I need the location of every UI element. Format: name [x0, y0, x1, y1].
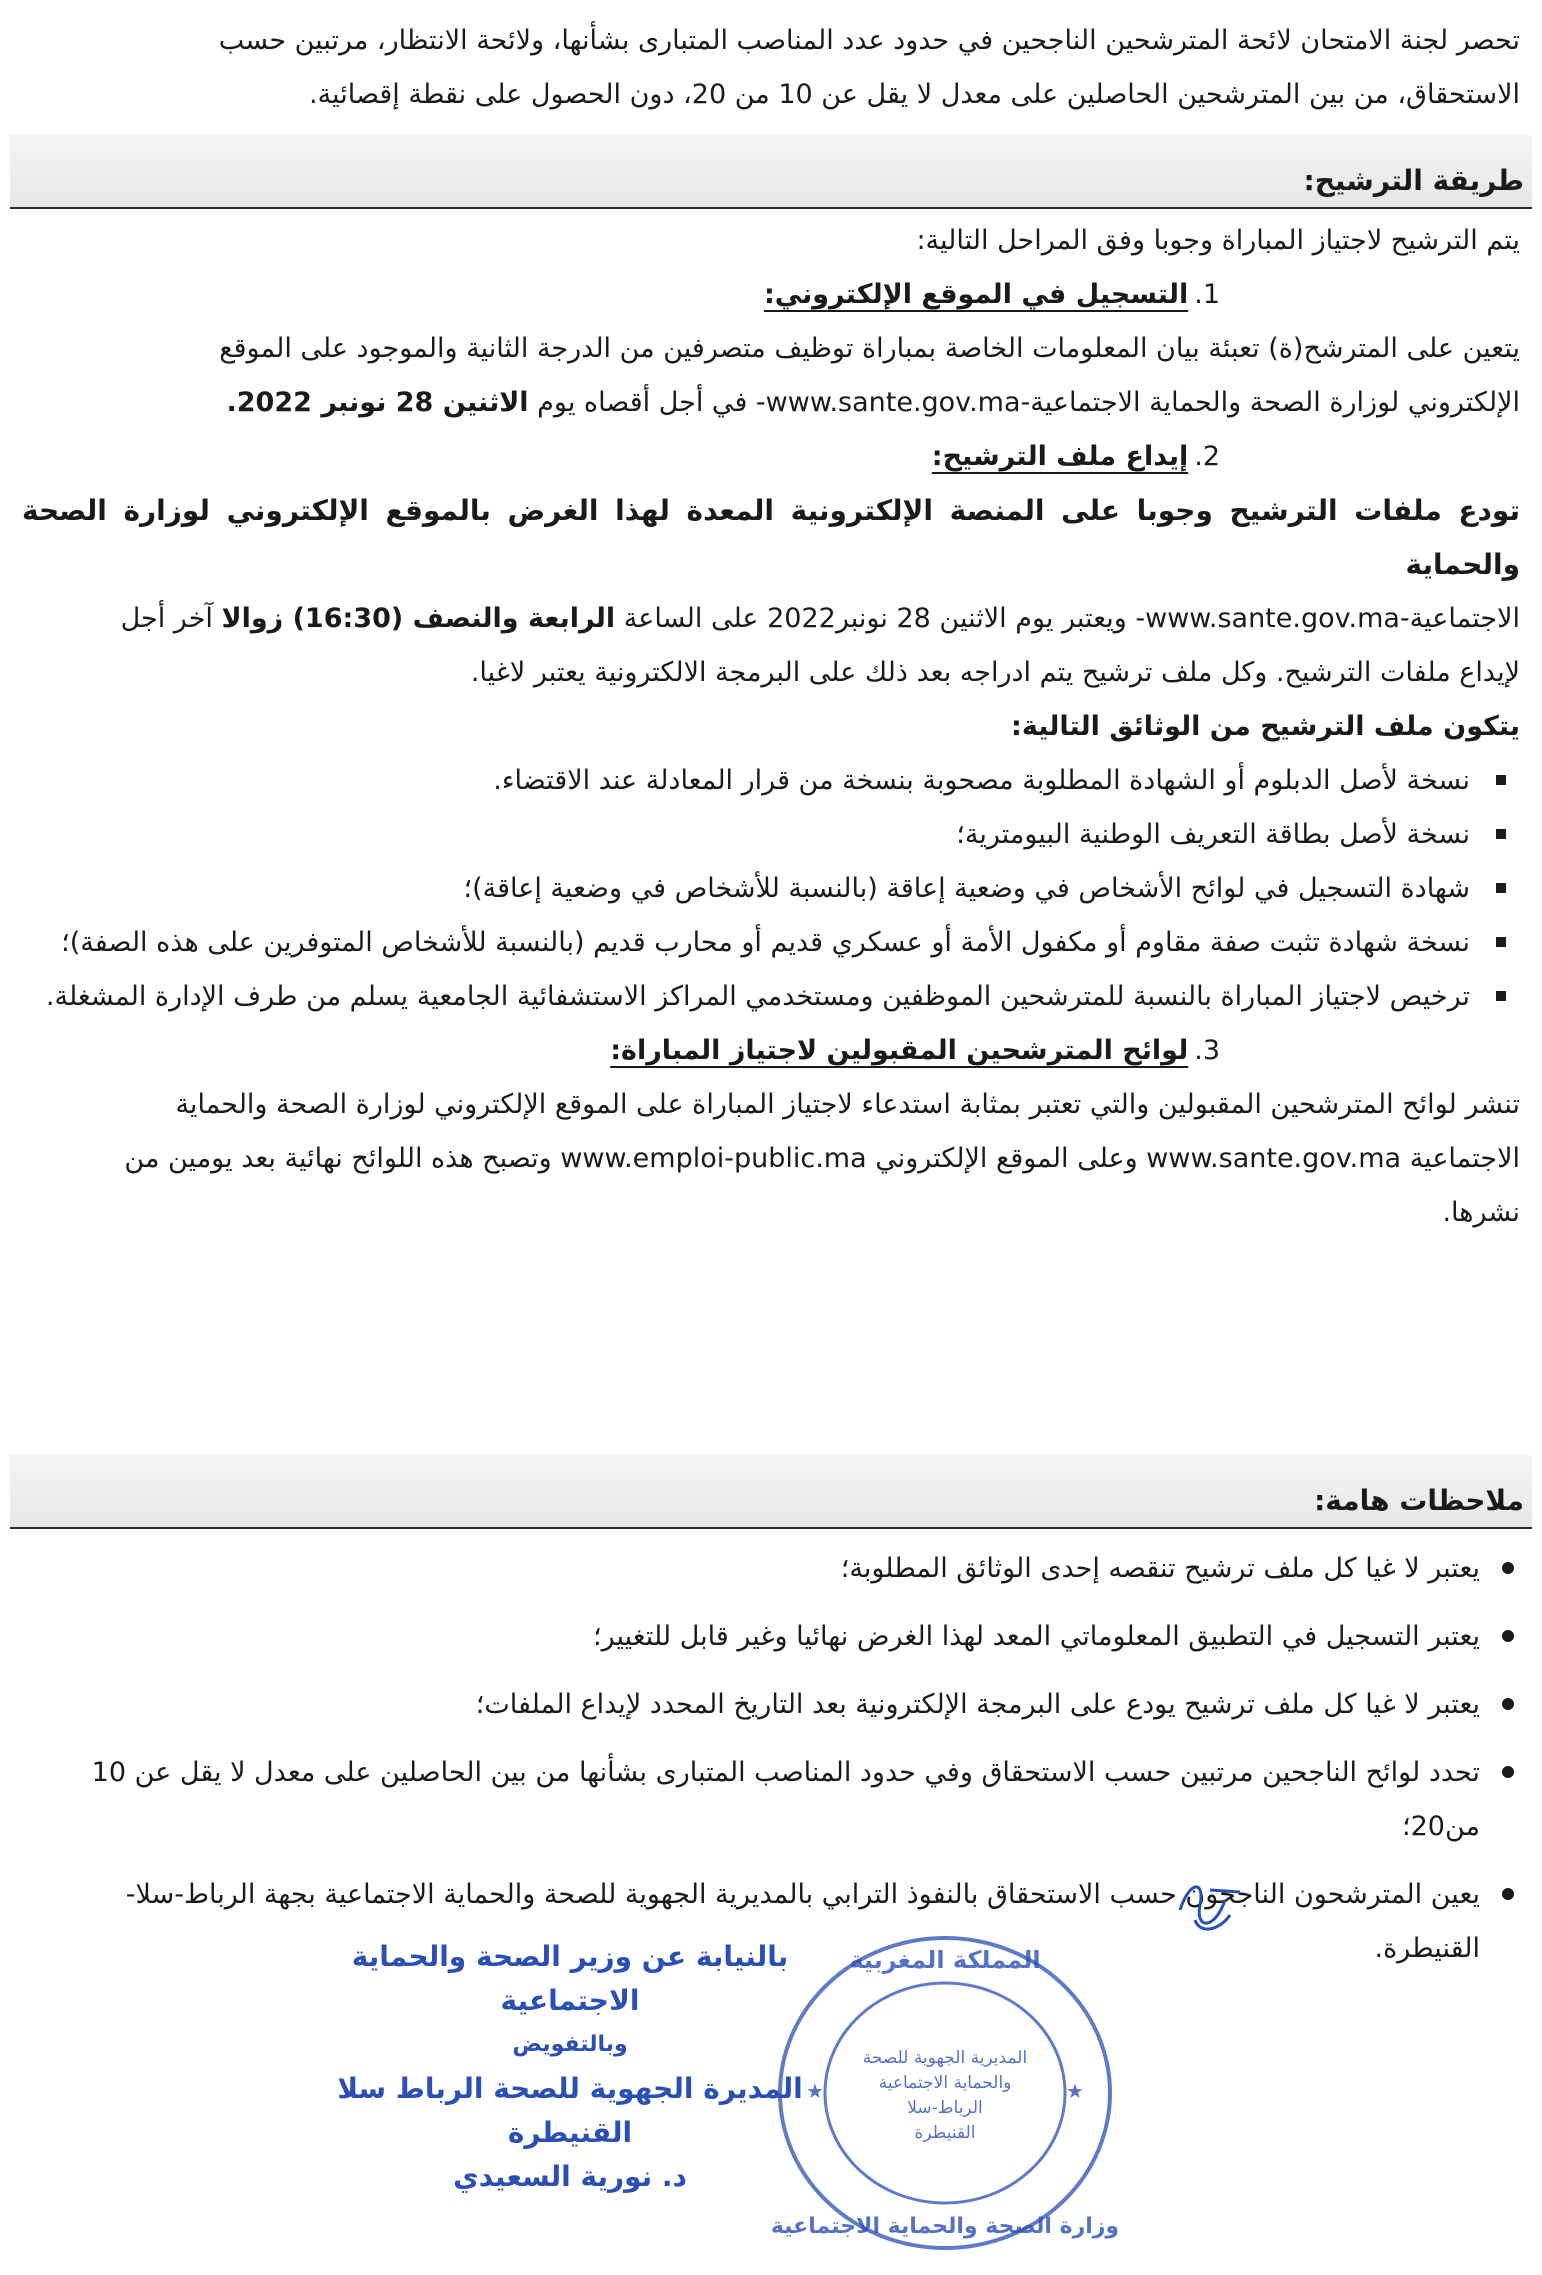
intro-line-1: تحصر لجنة الامتحان لائحة المترشحين الناجحين في حدود عدد المناصب المتبارى بشأنها، ولائحة الانتظار، مرتبين حسب	[218, 25, 1520, 56]
step-2-text-c: آخر أجل	[120, 603, 213, 634]
step-1-number: 1.	[1194, 279, 1220, 310]
svg-text:القنيطرة: القنيطرة	[914, 2123, 976, 2143]
note-item: تحدد لوائح الناجحين مرتبين حسب الاستحقاق وفي حدود المناصب المتبارى بشأنها من بين الحاصلين على معدل لا يقل عن 10 من20؛	[22, 1746, 1520, 1854]
signature-line-4: د. نورية السعيدي	[453, 2160, 687, 2193]
signature-line-2: وبالتفويض	[512, 2032, 628, 2057]
svg-text:وزارة الصحة والحماية الاجتماعي: وزارة الصحة والحماية الاجتماعية	[770, 2214, 1120, 2239]
svg-text:الرباط-سلا: الرباط-سلا	[907, 2098, 983, 2118]
official-stamp-icon	[770, 1928, 1120, 2258]
step-1-heading	[22, 268, 1520, 322]
step-3-text-b: الاجتماعية www.sante.gov.ma وعلى الموقع الإلكتروني www.emploi-public.ma وتصبح هذه اللوائح نهائية بعد يومين من	[124, 1143, 1520, 1174]
step-1-title: التسجيل في الموقع الإلكتروني:	[763, 279, 1189, 310]
notes-heading: ملاحظات هامة:	[1314, 1484, 1524, 1517]
svg-text:المديرية الجهوية للصحة: المديرية الجهوية للصحة	[862, 2048, 1028, 2068]
document-item: شهادة التسجيل في لوائح الأشخاص في وضعية إعاقة (بالنسبة للأشخاص في وضعية إعاقة)؛	[22, 862, 1520, 916]
step-2-text-b: الاجتماعية-www.sante.gov.ma- ويعتبر يوم الاثنين 28 نونبر2022 على الساعة	[623, 603, 1520, 634]
step-3-heading	[22, 1024, 1520, 1078]
note-item: يعتبر التسجيل في التطبيق المعلوماتي المعد لهذا الغرض نهائيا وغير قابل للتغيير؛	[22, 1610, 1520, 1664]
step-3-title: لوائح المترشحين المقبولين لاجتياز المباراة:	[610, 1035, 1189, 1066]
note-item: يعين المترشحون الناجحون حسب الاستحقاق بالنفوذ الترابي بالمديرية الجهوية للصحة والحماية الاجتماعية بجهة الرباط-سلا-القنيطرة.	[22, 1868, 1520, 1976]
step-2-heading	[22, 430, 1520, 484]
notes-list	[22, 1542, 1520, 1976]
document-item: نسخة لأصل بطاقة التعريف الوطنية البيومترية؛	[22, 808, 1520, 862]
step-2-title: إيداع ملف الترشيح:	[931, 441, 1189, 472]
documents-list	[22, 754, 1520, 1024]
document-item: نسخة شهادة تثبت صفة مقاوم أو مكفول الأمة أو عسكري قديم أو محارب قديم (بالنسبة للأشخاص المتوفرين على هذه الصفة)؛	[22, 916, 1520, 970]
initials-signature-icon	[1170, 1870, 1250, 1940]
step-2-number: 2.	[1194, 441, 1220, 472]
step-1-text-b-line	[22, 376, 1520, 430]
method-body	[22, 214, 1520, 1240]
step-2-text-a: تودع ملفات الترشيح وجوبا على المنصة الإلكترونية المعدة لهذا الغرض بالموقع الإلكتروني لوزارة الصحة والحماية	[22, 494, 1520, 581]
intro-paragraph	[22, 14, 1520, 122]
step-3-number: 3.	[1194, 1035, 1220, 1066]
signature-block	[300, 1935, 840, 2199]
docs-heading: يتكون ملف الترشيح من الوثائق التالية:	[1011, 711, 1520, 742]
note-item: يعتبر لا غيا كل ملف ترشيح يودع على البرمجة الإلكترونية بعد التاريخ المحدد لإيداع الملفات؛	[22, 1678, 1520, 1732]
notes-body	[22, 1542, 1520, 1990]
method-heading: طريقة الترشيح:	[1303, 164, 1524, 197]
svg-text:والحماية الاجتماعية: والحماية الاجتماعية	[878, 2073, 1012, 2093]
signature-line-3: المديرة الجهوية للصحة الرباط سلا القنيطرة	[337, 2072, 803, 2149]
document-item: نسخة لأصل الدبلوم أو الشهادة المطلوبة مصحوبة بنسخة من قرار المعادلة عند الاقتضاء.	[22, 754, 1520, 808]
step-3-text-a: تنشر لوائح المترشحين المقبولين والتي تعتبر بمثابة استدعاء لاجتياز المباراة على الموقع الإلكتروني لوزارة الصحة والحماية	[175, 1089, 1520, 1120]
intro-line-2: الاستحقاق، من بين المترشحين الحاصلين على معدل لا يقل عن 10 من 20، دون الحصول على نقطة إقصائية.	[309, 79, 1520, 110]
note-item: يعتبر لا غيا كل ملف ترشيح تنقصه إحدى الوثائق المطلوبة؛	[22, 1542, 1520, 1596]
svg-text:★: ★	[1066, 2079, 1084, 2103]
method-section-header	[10, 135, 1532, 209]
step-2-text-b-line	[22, 592, 1520, 646]
method-lead: يتم الترشيح لاجتياز المباراة وجوبا وفق المراحل التالية:	[916, 225, 1520, 256]
notes-section-header	[10, 1455, 1532, 1529]
signature-line-1: بالنيابة عن وزير الصحة والحماية الاجتماعية	[351, 1940, 789, 2017]
step-1-text-a: يتعين على المترشح(ة) تعبئة بيان المعلومات الخاصة بمباراة توظيف متصرفين من الدرجة الثانية والموجود على الموقع	[219, 333, 1520, 364]
svg-text:المملكة المغربية: المملكة المغربية	[849, 1946, 1041, 1974]
document-item: ترخيص لاجتياز المباراة بالنسبة للمترشحين الموظفين ومستخدمي المراكز الاستشفائية الجامعية يسلم من طرف الإدارة المشغلة.	[22, 970, 1520, 1024]
step-2-time: الرابعة والنصف (16:30) زوالا	[221, 603, 616, 634]
step-1-text-b: الإلكتروني لوزارة الصحة والحماية الاجتماعية-www.sante.gov.ma- في أجل أقصاه يوم	[537, 387, 1520, 418]
step-2-text-d: لإيداع ملفات الترشيح. وكل ملف ترشيح يتم ادراجه بعد ذلك على البرمجة الالكترونية يعتبر لاغيا.	[470, 657, 1520, 688]
step-3-text-c: نشرها.	[1442, 1197, 1520, 1228]
svg-text:★: ★	[806, 2079, 824, 2103]
step-1-deadline: الاثنين 28 نونبر 2022.	[226, 387, 529, 418]
